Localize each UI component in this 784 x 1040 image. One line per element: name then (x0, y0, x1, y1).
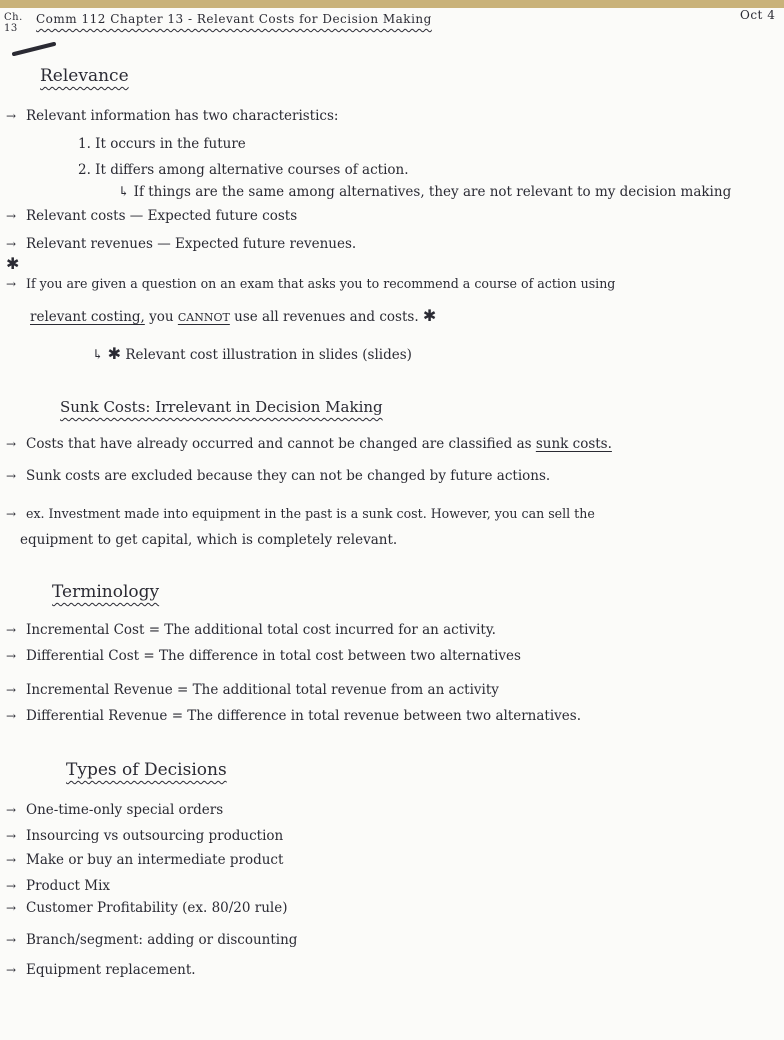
decision-item (6, 900, 288, 916)
note-line (6, 468, 550, 484)
arrow-bullet-icon: → (6, 237, 17, 251)
term-text: Differential Revenue = The difference in total revenue between two alternatives. (26, 708, 581, 724)
term-text: Incremental Cost = The additional total cost incurred for an activity. (26, 622, 496, 638)
note-line (92, 344, 412, 363)
star-icon: ✱ (107, 344, 122, 363)
note-text: If you are given a question on an exam that asks you to recommend a course of action using (26, 276, 616, 291)
decision-text: Product Mix (26, 878, 111, 894)
decision-item (6, 828, 283, 844)
arrow-bullet-icon: → (6, 829, 17, 843)
note-text: ex. Investment made into equipment in the past is a sunk cost. However, you can sell the (26, 506, 595, 521)
note-text: Costs that have already occurred and cannot be changed are classified as (26, 436, 532, 452)
sub-arrow-icon: ↳ (118, 184, 134, 200)
arrow-bullet-icon: → (6, 901, 17, 915)
note-line (6, 506, 595, 521)
note-text: you (149, 309, 174, 325)
emphasis-text: CANNOT (177, 311, 230, 324)
arrow-bullet-icon: → (6, 709, 17, 723)
arrow-bullet-icon: → (6, 933, 17, 947)
term-text: Differential Cost = The difference in total cost between two alternatives (26, 648, 521, 664)
arrow-bullet-icon: → (6, 803, 17, 817)
list-item: 1. It occurs in the future (78, 136, 246, 152)
term-item (6, 622, 496, 638)
arrow-bullet-icon: → (6, 879, 17, 893)
decision-item (6, 932, 297, 948)
decision-item (6, 878, 110, 894)
arrow-bullet-icon: → (6, 437, 17, 451)
arrow-bullet-icon: → (6, 277, 17, 291)
term-text: Incremental Revenue = The additional total revenue from an activity (26, 682, 499, 698)
note-line (6, 208, 297, 224)
note-line (6, 236, 356, 252)
underlined-term: sunk costs. (535, 436, 612, 452)
note-text: Relevant revenues — Expected future revenues. (26, 236, 357, 252)
decision-text: One-time-only special orders (26, 802, 224, 818)
list-item: 2. It differs among alternative courses of action. (78, 162, 409, 178)
arrow-bullet-icon: → (6, 683, 17, 697)
decision-text: Equipment replacement. (26, 962, 196, 978)
arrow-bullet-icon: → (6, 623, 17, 637)
note-line (6, 436, 612, 452)
decision-text: Make or buy an intermediate product (26, 852, 284, 868)
arrow-bullet-icon: → (6, 109, 17, 123)
decision-item (6, 802, 223, 818)
arrow-bullet-icon: → (6, 963, 17, 977)
term-item (6, 708, 581, 724)
decision-item (6, 962, 196, 978)
arrow-bullet-icon: → (6, 507, 17, 521)
note-text: Relevant cost illustration in slides (slides) (125, 347, 412, 363)
note-text: Relevant information has two characteristics: (26, 108, 339, 124)
note-line (6, 276, 615, 291)
date-label: Oct 4 (740, 8, 776, 22)
star-icon: ✱ (6, 254, 20, 273)
page-top-edge (0, 0, 784, 8)
note-line-continued: equipment to get capital, which is completely relevant. (20, 532, 398, 548)
arrow-bullet-icon: → (6, 469, 17, 483)
term-item (6, 648, 521, 664)
star-icon: ✱ (422, 306, 437, 325)
dash-mark (10, 40, 58, 60)
note-line-continued (30, 306, 436, 325)
sub-arrow-icon: ↳ (92, 347, 104, 363)
sub-note-text: If things are the same among alternatives, they are not relevant to my decision making (133, 184, 732, 200)
heading-types-of-decisions: Types of Decisions (66, 760, 227, 780)
page-title: Comm 112 Chapter 13 - Relevant Costs for Decision Making (36, 12, 432, 26)
decision-item (6, 852, 283, 868)
heading-sunk-costs: Sunk Costs: Irrelevant in Decision Making (60, 398, 383, 416)
arrow-bullet-icon: → (6, 649, 17, 663)
note-text: Sunk costs are excluded because they can not be changed by future actions. (26, 468, 551, 484)
heading-relevance: Relevance (40, 66, 129, 86)
heading-terminology: Terminology (52, 582, 160, 602)
decision-text: Branch/segment: adding or discounting (26, 932, 298, 948)
note-line (6, 108, 338, 124)
underlined-term: relevant costing, (30, 309, 145, 325)
sub-note (118, 184, 731, 200)
decision-text: Insourcing vs outsourcing production (26, 828, 284, 844)
note-text: use all revenues and costs. (234, 309, 419, 325)
arrow-bullet-icon: → (6, 209, 17, 223)
note-text: Relevant costs — Expected future costs (26, 208, 298, 224)
term-item (6, 682, 499, 698)
decision-text: Customer Profitability (ex. 80/20 rule) (26, 900, 288, 916)
margin-label: Ch. 13 (4, 12, 23, 34)
arrow-bullet-icon: → (6, 853, 17, 867)
